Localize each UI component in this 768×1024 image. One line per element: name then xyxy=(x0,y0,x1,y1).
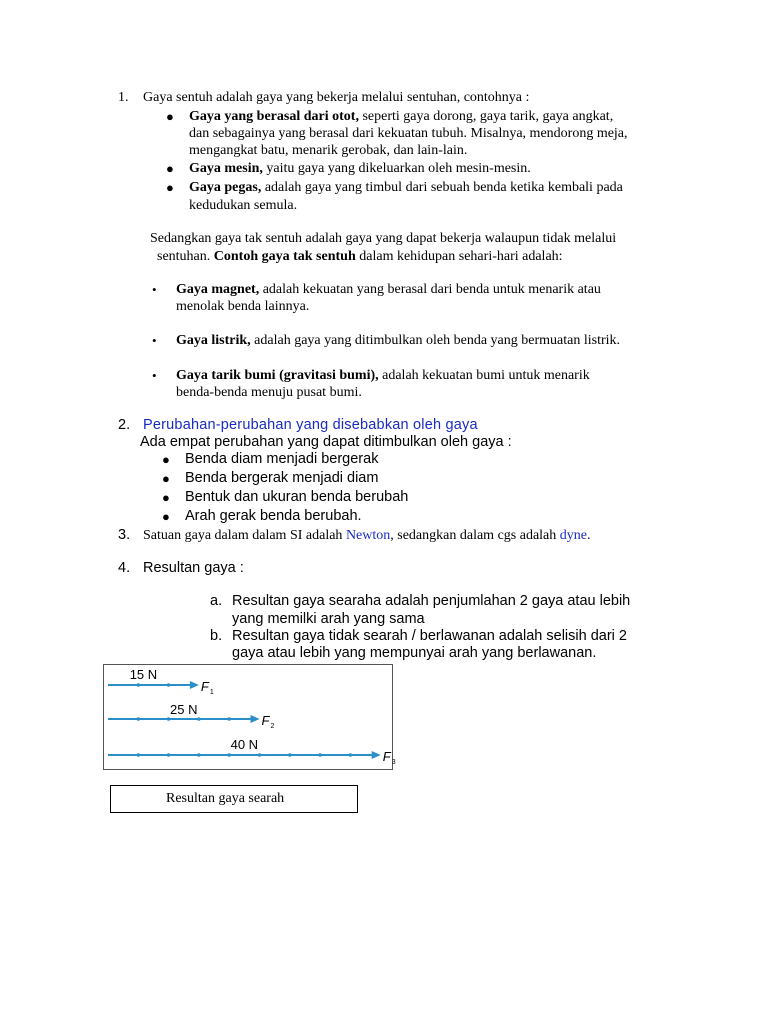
bullet-icon: ● xyxy=(162,490,170,505)
force-symbol: F xyxy=(382,749,391,764)
item1-bullet-1-line1 xyxy=(189,108,613,126)
bold-term: Gaya pegas, xyxy=(189,180,262,195)
section-heading: Perubahan-perubahan yang disebabkan oleh gaya xyxy=(143,417,478,433)
item3-text xyxy=(143,527,590,545)
item1-intro: Gaya sentuh adalah gaya yang bekerja melalui sentuhan, contohnya : xyxy=(143,90,530,105)
force-diagram xyxy=(103,664,396,770)
noncontact-bullet-3-text: adalah kekuatan bumi untuk menarik xyxy=(378,368,590,383)
noncontact-bullet-3-line2: benda-benda menuju pusat bumi. xyxy=(176,385,362,400)
caption-box xyxy=(110,785,358,813)
unit-tick xyxy=(227,717,231,721)
bullet-icon: • xyxy=(152,282,157,297)
bullet-icon: ● xyxy=(162,509,170,524)
item4-sub-b-line2: gaya atau lebih yang mempunyai arah yang berlawanan. xyxy=(232,645,597,661)
newton-link: Newton xyxy=(345,528,391,543)
unit-tick xyxy=(137,717,141,721)
item4-sub-b-line1: Resultan gaya tidak searah / berlawanan adalah selisih dari 2 xyxy=(232,628,627,644)
arrowhead-icon xyxy=(372,751,381,759)
item2-bullet-1: Benda diam menjadi bergerak xyxy=(185,451,379,467)
item3-text-1: Satuan gaya dalam dalam SI adalah xyxy=(143,528,346,543)
item1-bullet-2-line1 xyxy=(189,160,531,178)
unit-tick xyxy=(258,753,262,757)
force-symbol: F xyxy=(200,679,209,694)
item1-bullet-2-text: yaitu gaya yang dikeluarkan oleh mesin-mesin. xyxy=(262,161,531,176)
force-label: 15 N xyxy=(129,667,158,682)
bold-term: Gaya yang berasal dari otot, xyxy=(189,109,359,124)
force-label: 40 N xyxy=(230,737,259,752)
unit-tick xyxy=(197,717,201,721)
noncontact-bullet-1-line1 xyxy=(176,281,601,299)
noncontact-bullet-2-text: adalah gaya yang ditimbulkan oleh benda yang bermuatan listrik. xyxy=(250,333,621,348)
arrowhead-icon xyxy=(251,715,260,723)
unit-tick xyxy=(197,753,201,757)
noncontact-bullet-2-line1 xyxy=(176,332,620,350)
unit-tick xyxy=(349,753,353,757)
item1-bullet-3-text: adalah gaya yang timbul dari sebuah benda ketika kembali pada xyxy=(261,180,623,195)
item4-sub-a-line1: Resultan gaya searaha adalah penjumlahan 2 gaya atau lebih xyxy=(232,593,631,609)
force-label: 25 N xyxy=(170,702,198,717)
item1-bullet-3-line2: kedudukan semula. xyxy=(189,198,298,213)
unit-tick xyxy=(318,753,322,757)
item3-text-2: , sedangkan dalam cgs adalah xyxy=(390,528,560,543)
unit-tick xyxy=(137,683,141,687)
item4-sub-a-line2: yang memilki arah yang sama xyxy=(232,611,425,627)
noncontact-intro-line2 xyxy=(157,248,563,266)
item2-bullet-3: Bentuk dan ukuran benda berubah xyxy=(185,489,409,505)
item3-text-3: . xyxy=(586,528,591,543)
bullet-icon: ● xyxy=(162,452,170,467)
bullet-icon: ● xyxy=(166,161,174,176)
bold-term: Gaya mesin, xyxy=(189,161,263,176)
item2-intro: Ada empat perubahan yang dapat ditimbulkan oleh gaya : xyxy=(140,434,512,450)
noncontact-bullet-1-text: adalah kekuatan yang berasal dari benda untuk menarik atau xyxy=(259,282,601,297)
noncontact-bullet-1-line2: menolak benda lainnya. xyxy=(176,299,310,314)
item1-bullet-1-line2: dan sebagainya yang berasal dari kekuatan tubuh. Misalnya, mendorong meja, xyxy=(189,126,628,141)
bold-term: Gaya magnet, xyxy=(176,282,260,297)
unit-tick xyxy=(227,753,231,757)
bold-term: Gaya listrik, xyxy=(176,333,251,348)
unit-tick xyxy=(288,753,292,757)
bold-term: Contoh gaya tak sentuh xyxy=(213,249,356,264)
sub-letter-b: b. xyxy=(210,628,223,644)
item1-bullet-1-text: seperti gaya dorong, gaya tarik, gaya angkat, xyxy=(358,109,614,124)
force-symbol: F xyxy=(261,713,270,728)
bullet-icon: • xyxy=(152,368,157,383)
noncontact-text-a: sentuhan. xyxy=(157,249,214,264)
unit-tick xyxy=(137,753,141,757)
item1-bullet-3-line1 xyxy=(189,179,623,197)
bold-term: Gaya tarik bumi (gravitasi bumi), xyxy=(176,368,379,383)
force-subscript: 2 xyxy=(270,723,275,730)
item1-bullet-1-line3: mengangkat batu, menarik gerobak, dan lain-lain. xyxy=(189,143,468,158)
dyne-link: dyne xyxy=(559,528,587,543)
bullet-icon: ● xyxy=(166,180,174,195)
list-number-1: 1. xyxy=(118,90,129,105)
bullet-icon: ● xyxy=(162,471,170,486)
sub-letter-a: a. xyxy=(210,593,223,609)
unit-tick xyxy=(167,753,171,757)
force-subscript: 1 xyxy=(209,689,214,696)
bullet-icon: ● xyxy=(166,109,174,124)
list-number-2: 2. xyxy=(118,417,131,433)
bullet-icon: • xyxy=(152,333,157,348)
noncontact-intro-line1: Sedangkan gaya tak sentuh adalah gaya yang dapat bekerja walaupun tidak melalui xyxy=(150,231,617,246)
caption-text: Resultan gaya searah xyxy=(166,791,285,806)
noncontact-text-c: dalam kehidupan sehari-hari adalah: xyxy=(355,249,563,264)
item2-bullet-2: Benda bergerak menjadi diam xyxy=(185,470,379,486)
force-arrows-svg xyxy=(104,665,396,769)
arrowhead-icon xyxy=(190,681,199,689)
noncontact-bullet-3-line1 xyxy=(176,367,590,385)
force-subscript: 3 xyxy=(391,759,396,766)
list-number-3: 3. xyxy=(118,527,131,543)
item4-label: Resultan gaya : xyxy=(143,560,244,576)
unit-tick xyxy=(167,683,171,687)
list-number-4: 4. xyxy=(118,560,131,576)
unit-tick xyxy=(167,717,171,721)
item2-bullet-4: Arah gerak benda berubah. xyxy=(185,508,362,524)
